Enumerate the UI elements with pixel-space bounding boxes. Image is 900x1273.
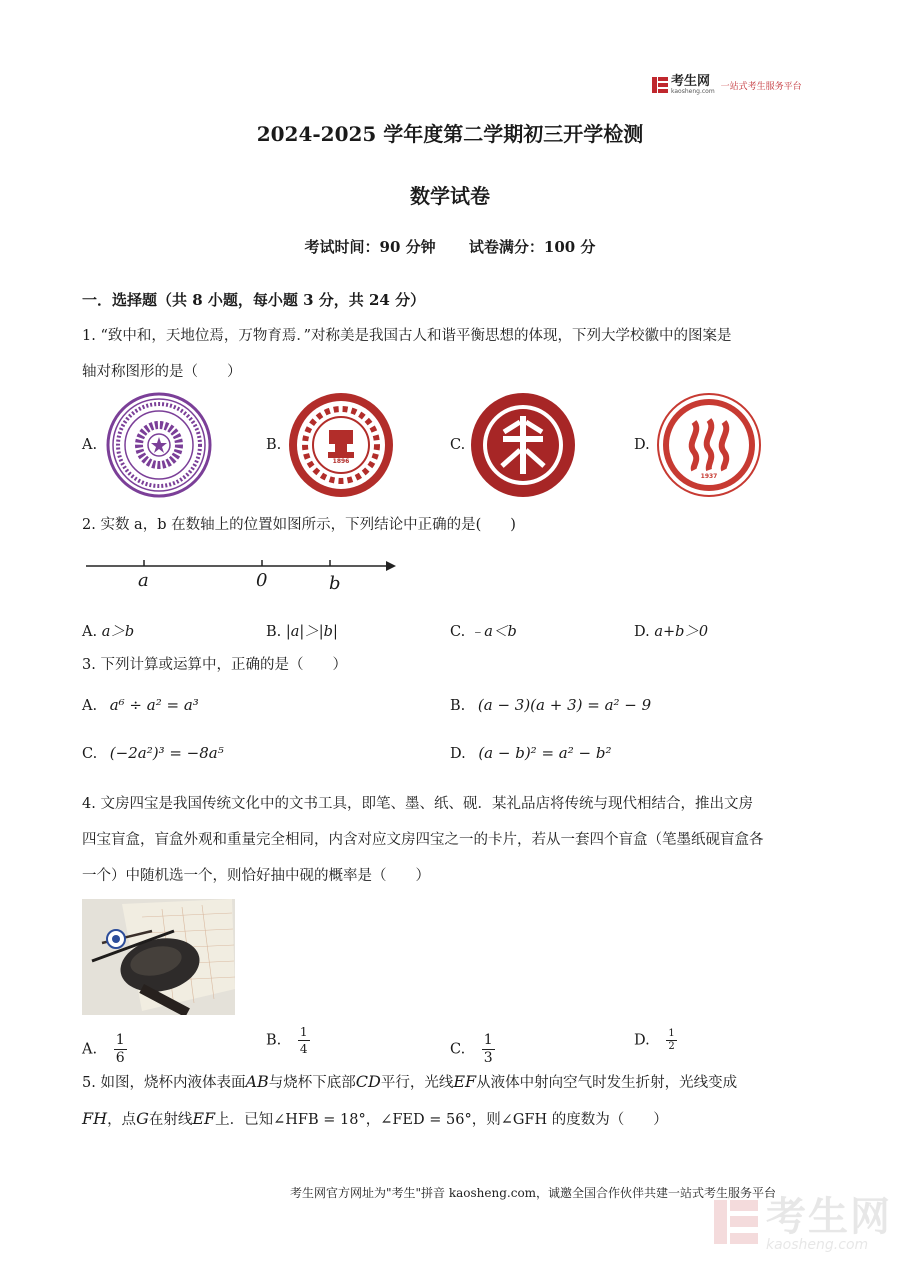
watermark-domain: kaosheng.com [766, 1237, 869, 1253]
q2-option-c-expr: ﹣a＜b [469, 624, 517, 640]
q2-option-b [266, 620, 338, 641]
q4-option-a-label: A. [82, 1041, 98, 1058]
q4-option-b-label: B. [266, 1032, 282, 1049]
q1-option-c-label: C. [450, 437, 466, 453]
q4-option-a [82, 1032, 127, 1067]
q4-option-a-num: 1 [115, 1032, 125, 1048]
q3-option-b [450, 696, 651, 714]
q1-option-a-label: A. [82, 437, 98, 453]
watermark [714, 1196, 892, 1252]
q3-option-a-label: A. [82, 698, 98, 714]
badge-d-year: 1937 [700, 473, 718, 480]
watermark-logo-icon [714, 1200, 758, 1248]
watermark-name: 考生网 [766, 1194, 892, 1240]
q5-text-3: 平行，光线 [380, 1075, 454, 1091]
q4-option-d-num: 1 [668, 1028, 675, 1039]
q4-option-c-den: 3 [483, 1050, 493, 1066]
q3-option-a-expr: a⁶ ÷ a² = a³ [109, 696, 199, 714]
q1-option-d-label: D. [634, 437, 650, 453]
question-3: 3. 下列计算或运算中，正确的是（ ） [82, 657, 347, 673]
q4-option-c [450, 1032, 495, 1067]
exam-title: 2024-2025 学年度第二学期初三开学检测 [256, 122, 644, 146]
brand-domain: kaosheng.com [671, 87, 715, 95]
segment-ef: EF [453, 1072, 477, 1091]
q1-badge-c [470, 392, 576, 498]
kaosheng-logo-icon [652, 77, 668, 93]
q5-text-6: 在射线 [148, 1112, 193, 1128]
q2-option-a [82, 620, 134, 641]
question-1 [82, 318, 822, 390]
q5-text-7: 上．已知∠HFB = 18°，∠FED = 56°，则∠GFH 的度数为（ ） [215, 1112, 668, 1128]
question-2: 2. 实数 a，b 在数轴上的位置如图所示，下列结论中正确的是( ) [82, 517, 516, 533]
segment-fh: FH [82, 1109, 108, 1128]
question-4 [82, 786, 822, 894]
q4-option-b-num: 1 [299, 1025, 308, 1039]
q5-text-2: 与烧杯下底部 [268, 1075, 356, 1091]
exam-subject: 数学试卷 [410, 184, 490, 208]
q4-option-b-fraction [298, 1024, 310, 1057]
q3-option-c-label: C. [82, 746, 98, 762]
q3-option-b-expr: (a − 3)(a + 3) = a² − 9 [477, 696, 652, 714]
axis-label-zero: 0 [256, 570, 268, 591]
q4-option-d-den: 2 [668, 1041, 675, 1052]
q1-line2: 轴对称图形的是（ ） [82, 364, 242, 380]
q4-option-c-fraction [482, 1032, 495, 1067]
q2-option-b-label: B. [266, 624, 282, 640]
q2-option-c [450, 620, 517, 641]
q4-option-d-label: D. [634, 1032, 650, 1049]
four-treasures-photo [82, 899, 235, 1015]
badge-b-year: 1896 [332, 458, 350, 465]
q4-option-b-den: 4 [299, 1042, 308, 1056]
segment-ef-2: EF [192, 1109, 216, 1128]
q3-option-a [82, 696, 199, 714]
section-heading: 一．选择题（共 8 小题，每小题 3 分，共 24 分） [82, 291, 426, 309]
q1-line1: 1. “致中和，天地位焉，万物育焉．”对称美是我国古人和谐平衡思想的体现，下列大学校徽中的图案是 [82, 328, 732, 344]
q3-option-d-expr: (a − b)² = a² − b² [478, 744, 612, 762]
brand-logo [652, 74, 802, 96]
q1-badge-d [656, 392, 762, 498]
q2-option-b-expr: |a|＞|b| [285, 624, 338, 640]
q5-line1 [82, 1064, 822, 1101]
segment-ab: AB [245, 1072, 269, 1091]
q4-option-b [266, 1024, 310, 1057]
q4-option-a-den: 6 [115, 1050, 125, 1066]
q4-option-c-num: 1 [483, 1032, 493, 1048]
axis-label-b: b [329, 573, 341, 594]
q5-text-1: 5. 如图，烧杯内液体表面 [82, 1075, 246, 1091]
q5-text-5: ，点 [107, 1112, 137, 1128]
exam-time: 考试时间：90 分钟 [304, 238, 436, 256]
question-5 [82, 1064, 822, 1138]
brand-slogan: 一站式考生服务平台 [720, 81, 802, 92]
q3-option-d [450, 744, 611, 762]
footer-text: 考生网官方网址为"考生"拼音 kaosheng.com，诚邀全国合作伙伴共建一站式考生服务平台 [290, 1186, 777, 1200]
q2-option-a-expr: a＞b [101, 624, 135, 640]
q4-option-a-fraction [114, 1032, 127, 1067]
q3-option-c-expr: (−2a²)³ = −8a⁵ [109, 744, 224, 762]
q2-option-d-expr: a+b＞0 [654, 624, 709, 640]
exam-score: 试卷满分：100 分 [468, 238, 596, 256]
exam-meta [0, 236, 900, 257]
q2-option-a-label: A. [82, 624, 98, 640]
q5-line2 [82, 1101, 822, 1138]
axis-label-a: a [138, 570, 149, 591]
q4-option-d [634, 1028, 677, 1053]
q4-option-c-label: C. [450, 1041, 466, 1058]
q2-option-d [634, 620, 708, 641]
q3-option-d-label: D. [450, 746, 466, 762]
q1-badge-a [106, 392, 212, 498]
q2-option-c-label: C. [450, 624, 466, 640]
q4-line3: 一个）中随机选一个，则恰好抽中砚的概率是（ ） [82, 868, 430, 884]
q1-option-b-label: B. [266, 437, 282, 453]
q4-line1: 4. 文房四宝是我国传统文化中的文书工具，即笔、墨、纸、砚．某礼品店将传统与现代相结合，推出文房 [82, 796, 753, 812]
q4-line2: 四宝盲盒，盲盒外观和重量完全相同，内含对应文房四宝之一的卡片，若从一套四个盲盒（笔墨纸砚盲盒各 [82, 832, 764, 848]
q5-text-4: 从液体中射向空气时发生折射，光线变成 [476, 1075, 738, 1091]
q2-option-d-label: D. [634, 624, 650, 640]
segment-cd: CD [355, 1072, 381, 1091]
brand-name: 考生网 [671, 73, 711, 89]
q3-option-c [82, 744, 224, 762]
q4-option-d-fraction [666, 1028, 676, 1053]
q1-badge-b [288, 392, 394, 498]
number-line [84, 552, 404, 592]
point-g: G [136, 1109, 149, 1128]
q3-option-b-label: B. [450, 698, 466, 714]
